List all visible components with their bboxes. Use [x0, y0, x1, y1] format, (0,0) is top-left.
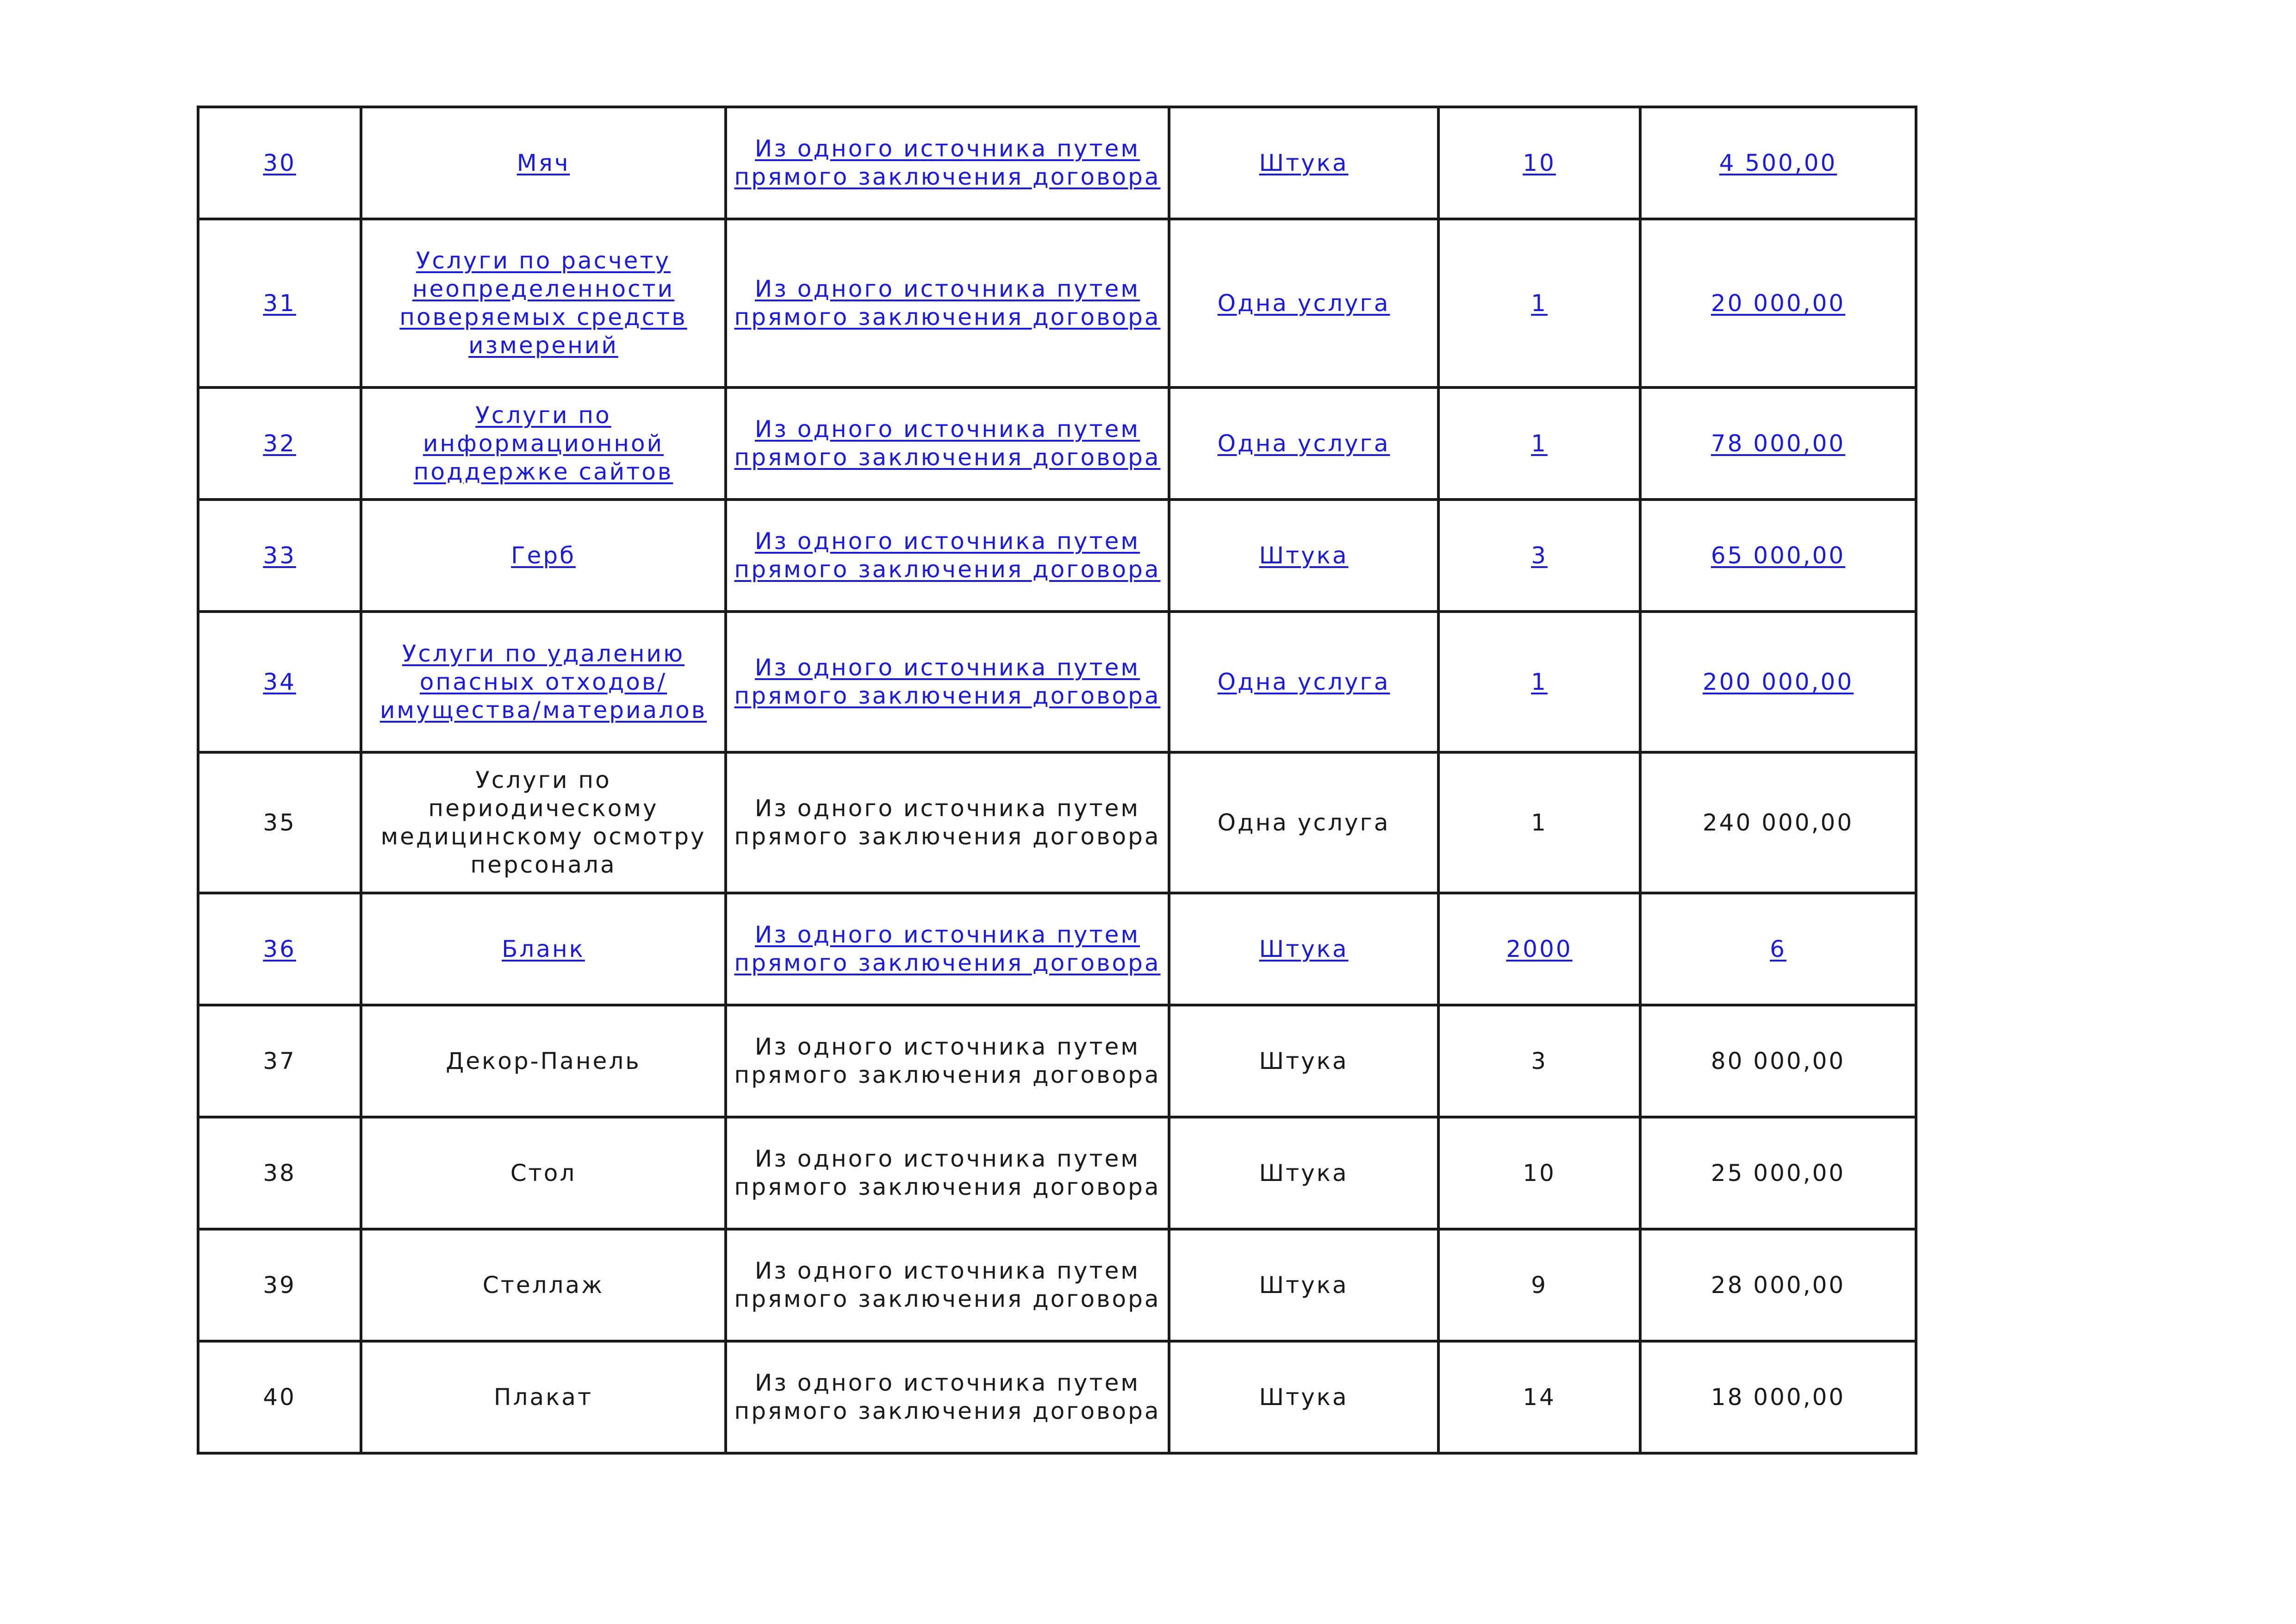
price-cell: 240 000,00	[1640, 752, 1916, 893]
quantity-cell: 1	[1438, 752, 1640, 893]
procurement-method-cell[interactable]: Из одного источника путем прямого заключения договора	[726, 107, 1169, 219]
table-row[interactable]	[198, 893, 1916, 1005]
price-cell[interactable]: 200 000,00	[1640, 612, 1916, 752]
unit-cell: Штука	[1169, 1117, 1438, 1229]
table-body	[198, 107, 1916, 1453]
price-cell[interactable]: 65 000,00	[1640, 500, 1916, 612]
price-cell[interactable]: 6	[1640, 893, 1916, 1005]
unit-cell: Одна услуга	[1169, 752, 1438, 893]
unit-cell[interactable]: Штука	[1169, 500, 1438, 612]
row-number-cell: 37	[198, 1005, 361, 1117]
row-number-cell[interactable]: 30	[198, 107, 361, 219]
unit-cell[interactable]: Одна услуга	[1169, 612, 1438, 752]
table-row[interactable]	[198, 387, 1916, 500]
row-number-cell[interactable]: 31	[198, 219, 361, 387]
procurement-method-cell[interactable]: Из одного источника путем прямого заключения договора	[726, 387, 1169, 500]
procurement-method-cell: Из одного источника путем прямого заключения договора	[726, 1005, 1169, 1117]
item-name-cell: Декор-Панель	[361, 1005, 726, 1117]
table-row[interactable]	[198, 612, 1916, 752]
price-cell: 80 000,00	[1640, 1005, 1916, 1117]
procurement-method-cell: Из одного источника путем прямого заключения договора	[726, 1229, 1169, 1341]
item-name-cell: Услуги по периодическому медицинскому осмотру персонала	[361, 752, 726, 893]
row-number-cell[interactable]: 34	[198, 612, 361, 752]
row-number-cell[interactable]: 36	[198, 893, 361, 1005]
item-name-cell[interactable]: Услуги по расчету неопределенности поверяемых средств измерений	[361, 219, 726, 387]
price-cell: 28 000,00	[1640, 1229, 1916, 1341]
procurement-table	[197, 106, 1917, 1455]
procurement-method-cell[interactable]: Из одного источника путем прямого заключения договора	[726, 500, 1169, 612]
table-row	[198, 1117, 1916, 1229]
price-cell: 18 000,00	[1640, 1341, 1916, 1453]
item-name-cell: Стеллаж	[361, 1229, 726, 1341]
price-cell: 25 000,00	[1640, 1117, 1916, 1229]
table-row	[198, 752, 1916, 893]
quantity-cell: 14	[1438, 1341, 1640, 1453]
quantity-cell[interactable]: 1	[1438, 387, 1640, 500]
item-name-cell[interactable]: Услуги по информационной поддержке сайтов	[361, 387, 726, 500]
procurement-method-cell[interactable]: Из одного источника путем прямого заключения договора	[726, 219, 1169, 387]
unit-cell[interactable]: Штука	[1169, 107, 1438, 219]
item-name-cell[interactable]: Бланк	[361, 893, 726, 1005]
unit-cell: Штука	[1169, 1005, 1438, 1117]
unit-cell: Штука	[1169, 1341, 1438, 1453]
unit-cell[interactable]: Одна услуга	[1169, 387, 1438, 500]
procurement-method-cell[interactable]: Из одного источника путем прямого заключения договора	[726, 893, 1169, 1005]
table-row	[198, 1229, 1916, 1341]
item-name-cell[interactable]: Услуги по удалению опасных отходов/имущества/материалов	[361, 612, 726, 752]
quantity-cell: 9	[1438, 1229, 1640, 1341]
quantity-cell[interactable]: 1	[1438, 219, 1640, 387]
table-row[interactable]	[198, 219, 1916, 387]
item-name-cell: Плакат	[361, 1341, 726, 1453]
unit-cell[interactable]: Штука	[1169, 893, 1438, 1005]
quantity-cell: 10	[1438, 1117, 1640, 1229]
quantity-cell[interactable]: 1	[1438, 612, 1640, 752]
quantity-cell[interactable]: 2000	[1438, 893, 1640, 1005]
row-number-cell: 40	[198, 1341, 361, 1453]
table-row	[198, 1341, 1916, 1453]
table-row[interactable]	[198, 107, 1916, 219]
unit-cell[interactable]: Одна услуга	[1169, 219, 1438, 387]
table-row	[198, 1005, 1916, 1117]
row-number-cell[interactable]: 33	[198, 500, 361, 612]
procurement-method-cell: Из одного источника путем прямого заключения договора	[726, 1341, 1169, 1453]
item-name-cell: Стол	[361, 1117, 726, 1229]
quantity-cell[interactable]: 3	[1438, 500, 1640, 612]
unit-cell: Штука	[1169, 1229, 1438, 1341]
row-number-cell: 39	[198, 1229, 361, 1341]
quantity-cell: 3	[1438, 1005, 1640, 1117]
price-cell[interactable]: 4 500,00	[1640, 107, 1916, 219]
row-number-cell[interactable]: 32	[198, 387, 361, 500]
item-name-cell[interactable]: Герб	[361, 500, 726, 612]
procurement-method-cell: Из одного источника путем прямого заключения договора	[726, 752, 1169, 893]
procurement-method-cell[interactable]: Из одного источника путем прямого заключения договора	[726, 612, 1169, 752]
row-number-cell: 38	[198, 1117, 361, 1229]
quantity-cell[interactable]: 10	[1438, 107, 1640, 219]
table-row[interactable]	[198, 500, 1916, 612]
row-number-cell: 35	[198, 752, 361, 893]
procurement-method-cell: Из одного источника путем прямого заключения договора	[726, 1117, 1169, 1229]
price-cell[interactable]: 20 000,00	[1640, 219, 1916, 387]
item-name-cell[interactable]: Мяч	[361, 107, 726, 219]
price-cell[interactable]: 78 000,00	[1640, 387, 1916, 500]
